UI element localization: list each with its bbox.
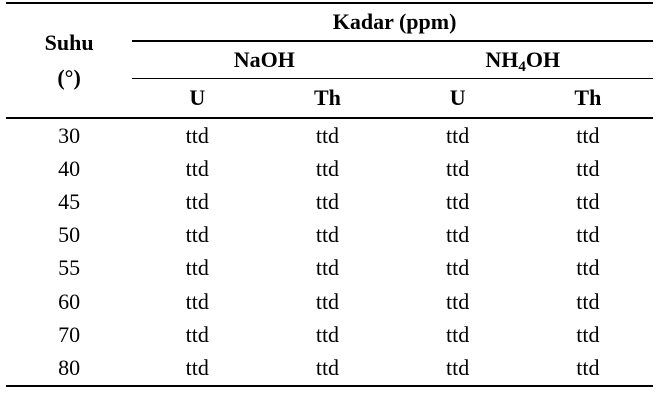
nh4oh-prefix: NH	[485, 47, 519, 72]
table-row	[6, 318, 653, 351]
nh4oh-u-header: U	[393, 79, 523, 119]
naoh-u-cell: ttd	[185, 122, 209, 148]
suhu-cell: 70	[58, 321, 81, 347]
nh4oh-th-cell: ttd	[576, 321, 600, 347]
table-row	[6, 152, 653, 185]
naoh-th-cell: ttd	[262, 351, 392, 385]
table-row	[6, 285, 653, 318]
naoh-u-cell: ttd	[185, 288, 209, 314]
naoh-u-cell: ttd	[185, 222, 209, 248]
naoh-header: NaOH	[132, 41, 392, 79]
suhu-header	[6, 3, 132, 118]
nh4oh-u-cell: ttd	[446, 122, 470, 148]
suhu-cell: 60	[58, 288, 81, 314]
nh4oh-th-header: Th	[523, 79, 653, 119]
naoh-u-cell: ttd	[185, 255, 209, 281]
table-body	[6, 118, 653, 386]
suhu-cell: 50	[58, 222, 81, 248]
table-row	[6, 351, 653, 385]
naoh-th-cell: ttd	[315, 122, 340, 148]
table-row	[6, 118, 653, 152]
kadar-header: Kadar (ppm)	[132, 3, 653, 41]
suhu-cell: 30	[58, 122, 81, 148]
naoh-th-header: Th	[262, 79, 392, 119]
nh4oh-th-cell: ttd	[576, 188, 600, 214]
nh4oh-th-cell: ttd	[576, 288, 600, 314]
header-row-top	[6, 3, 653, 41]
table-row	[6, 219, 653, 252]
nh4oh-suffix: OH	[525, 47, 561, 72]
suhu-cell: 45	[58, 188, 81, 214]
nh4oh-u-cell: ttd	[446, 321, 470, 347]
naoh-th-cell: ttd	[315, 288, 340, 314]
nh4oh-header	[393, 41, 653, 79]
suhu-header-label: Suhu	[44, 30, 94, 56]
suhu-cell: 80	[6, 351, 132, 385]
nh4oh-th-cell: ttd	[576, 255, 600, 281]
nh4oh-u-cell: ttd	[446, 288, 470, 314]
suhu-cell: 40	[58, 155, 81, 181]
nh4oh-u-cell: ttd	[446, 155, 470, 181]
table-row	[6, 252, 653, 285]
nh4oh-u-cell: ttd	[446, 188, 470, 214]
naoh-th-cell: ttd	[315, 155, 340, 181]
nh4oh-th-cell: ttd	[576, 222, 600, 248]
nh4oh-u-cell: ttd	[446, 255, 470, 281]
nh4oh-u-cell: ttd	[446, 222, 470, 248]
table-row	[6, 185, 653, 218]
naoh-u-cell: ttd	[132, 351, 262, 385]
naoh-u-cell: ttd	[185, 155, 209, 181]
suhu-cell: 55	[58, 255, 81, 281]
naoh-u-cell: ttd	[185, 321, 209, 347]
nh4oh-th-cell: ttd	[523, 351, 653, 385]
nh4oh-th-cell: ttd	[576, 155, 600, 181]
suhu-header-unit: (°)	[57, 64, 81, 90]
table-header	[6, 3, 653, 118]
nh4oh-subscript: 4	[518, 59, 526, 75]
naoh-th-cell: ttd	[315, 222, 340, 248]
naoh-th-cell: ttd	[315, 255, 340, 281]
naoh-th-cell: ttd	[315, 188, 340, 214]
naoh-th-cell: ttd	[315, 321, 340, 347]
data-table	[6, 2, 653, 387]
naoh-u-header: U	[132, 79, 262, 119]
naoh-u-cell: ttd	[185, 188, 209, 214]
nh4oh-u-cell: ttd	[393, 351, 523, 385]
nh4oh-th-cell: ttd	[576, 122, 600, 148]
